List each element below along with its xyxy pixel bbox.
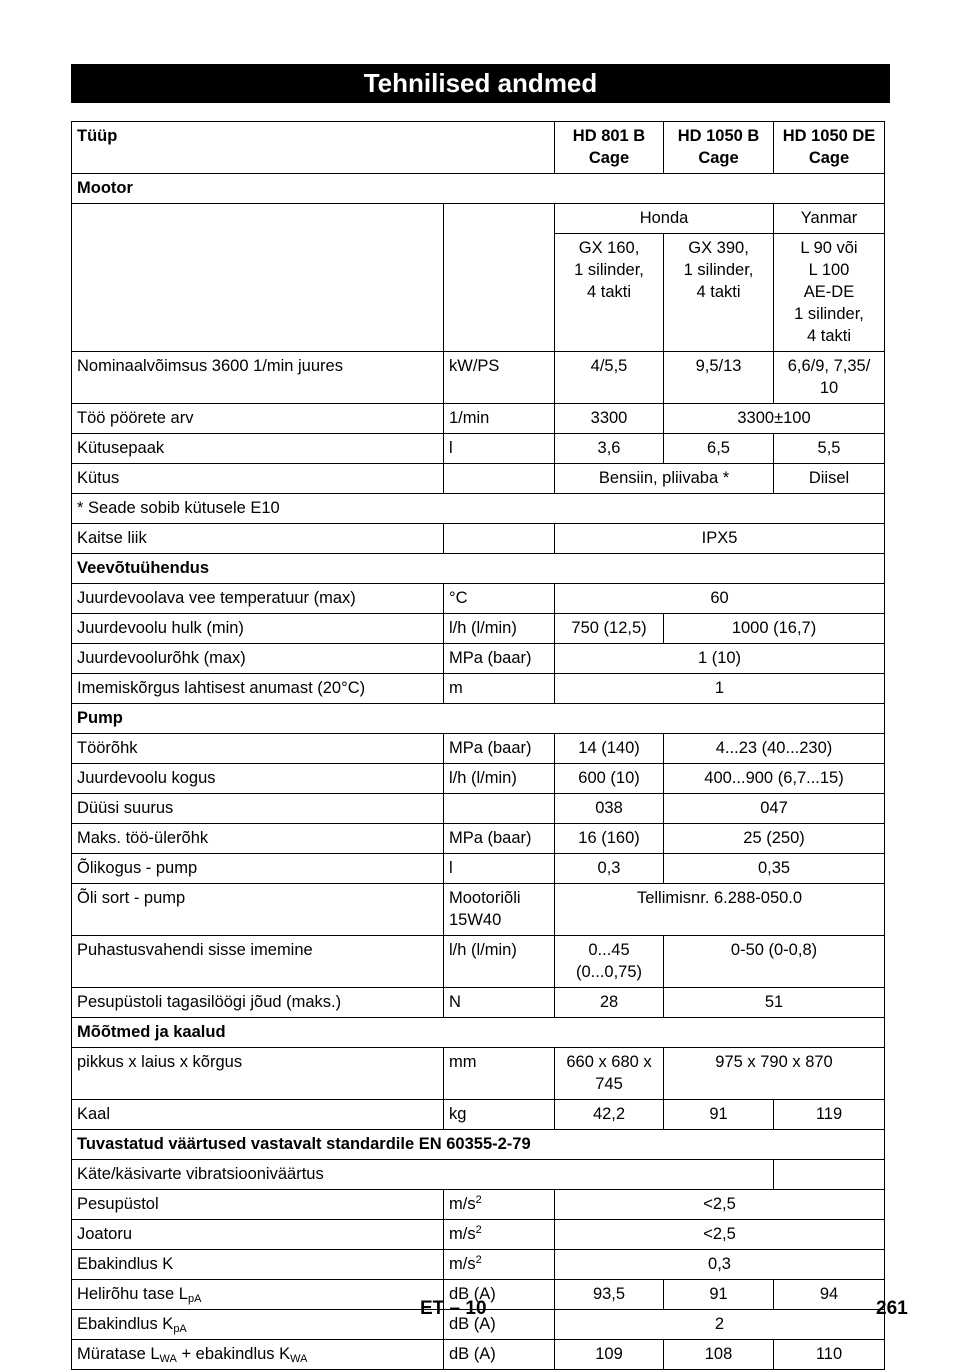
label-text: + ebakindlus K — [176, 1345, 291, 1363]
row-value: 25 (250) — [664, 824, 885, 854]
row-label: Juurdevoolu hulk (min) — [72, 614, 444, 644]
table-row — [72, 734, 885, 764]
row-label: Juurdevoolava vee temperatuur (max) — [72, 584, 444, 614]
table-row — [72, 824, 885, 854]
row-value: 91 — [664, 1280, 774, 1310]
row-unit: l/h (l/min) — [444, 936, 555, 988]
table-row — [72, 464, 885, 494]
row-unit: MPa (baar) — [444, 734, 555, 764]
row-value: 1 — [555, 674, 885, 704]
row-value: 600 (10) — [555, 764, 664, 794]
footer-page-number: 261 — [876, 1298, 908, 1319]
row-value: 0...45 (0...0,75) — [555, 936, 664, 988]
section-tuvastatud: Tuvastatud väärtused vastavalt standardile EN 60355-2-79 — [72, 1130, 885, 1160]
row-unit: °C — [444, 584, 555, 614]
row-unit: MPa (baar) — [444, 824, 555, 854]
row-label: Töörõhk — [72, 734, 444, 764]
technical-data-table — [71, 121, 885, 1370]
row-label — [72, 1280, 444, 1310]
row-unit: dB (A) — [444, 1340, 555, 1370]
row-label: Joatoru — [72, 1220, 444, 1250]
row-unit: dB (A) — [444, 1310, 555, 1340]
section-row — [72, 704, 885, 734]
row-unit: mm — [444, 1048, 555, 1100]
row-value: Diisel — [774, 464, 885, 494]
table-row — [72, 524, 885, 554]
table-row — [72, 1048, 885, 1100]
row-value: 110 — [774, 1340, 885, 1370]
footer-section-code: ET – 10 — [420, 1298, 487, 1319]
unit-superscript: 2 — [475, 1194, 482, 1206]
label-text: Ebakindlus K — [77, 1315, 174, 1333]
row-value: 0,3 — [555, 1250, 885, 1280]
row-unit: kg — [444, 1100, 555, 1130]
row-value: 14 (140) — [555, 734, 664, 764]
row-label — [72, 1310, 444, 1340]
row-unit: l/h (l/min) — [444, 614, 555, 644]
row-value: 4...23 (40...230) — [664, 734, 885, 764]
label-text: Helirõhu tase L — [77, 1285, 188, 1303]
engine-blank-unit — [444, 204, 555, 352]
row-unit: 1/min — [444, 404, 555, 434]
type-label: Tüüp — [72, 122, 555, 174]
row-value: 3300 — [555, 404, 664, 434]
row-value: 6,6/9, 7,35/ 10 — [774, 352, 885, 404]
row-value: 91 — [664, 1100, 774, 1130]
row-value: 047 — [664, 794, 885, 824]
row-label: Kütusepaak — [72, 434, 444, 464]
unit-text: m/s — [449, 1195, 476, 1213]
model-3-header: HD 1050 DE Cage — [774, 122, 885, 174]
section-row — [72, 1130, 885, 1160]
label-text: Müratase L — [77, 1345, 160, 1363]
model-1-header: HD 801 B Cage — [555, 122, 664, 174]
engine-blank-label — [72, 204, 444, 352]
row-value: <2,5 — [555, 1190, 885, 1220]
unit-text: m/s — [449, 1255, 476, 1273]
row-unit: m — [444, 674, 555, 704]
row-label: pikkus x laius x kõrgus — [72, 1048, 444, 1100]
row-unit — [444, 794, 555, 824]
table-row — [72, 1340, 885, 1370]
label-subscript: pA — [173, 1323, 187, 1335]
row-value: 5,5 — [774, 434, 885, 464]
table-row — [72, 204, 885, 234]
row-value: 750 (12,5) — [555, 614, 664, 644]
table-row — [72, 434, 885, 464]
row-value: 93,5 — [555, 1280, 664, 1310]
row-label: Ebakindlus K — [72, 1250, 444, 1280]
engine-yanmar: Yanmar — [774, 204, 885, 234]
row-unit: MPa (baar) — [444, 644, 555, 674]
table-row — [72, 584, 885, 614]
section-mootmed: Mõõtmed ja kaalud — [72, 1018, 885, 1048]
table-row — [72, 936, 885, 988]
row-value: 108 — [664, 1340, 774, 1370]
row-value: 4/5,5 — [555, 352, 664, 404]
row-value: 51 — [664, 988, 885, 1018]
row-value: 42,2 — [555, 1100, 664, 1130]
row-value: 9,5/13 — [664, 352, 774, 404]
row-label: Nominaalvõimsus 3600 1/min juures — [72, 352, 444, 404]
row-label: Kaal — [72, 1100, 444, 1130]
row-value: 1000 (16,7) — [664, 614, 885, 644]
row-value: IPX5 — [555, 524, 885, 554]
model-2-header: HD 1050 B Cage — [664, 122, 774, 174]
unit-superscript: 2 — [475, 1254, 482, 1266]
table-row — [72, 404, 885, 434]
table-row — [72, 1250, 885, 1280]
label-subscript: WA — [159, 1353, 177, 1365]
row-unit: l/h (l/min) — [444, 764, 555, 794]
row-value: 28 — [555, 988, 664, 1018]
engine-model-1: GX 160, 1 silinder, 4 takti — [555, 234, 664, 352]
row-unit: kW/PS — [444, 352, 555, 404]
row-value: <2,5 — [555, 1220, 885, 1250]
row-value: 2 — [555, 1310, 885, 1340]
table-row — [72, 644, 885, 674]
label-subscript: pA — [187, 1293, 202, 1305]
table-row — [72, 1160, 885, 1190]
row-label: Düüsi suurus — [72, 794, 444, 824]
table-row — [72, 854, 885, 884]
row-value: 119 — [774, 1100, 885, 1130]
row-unit — [444, 1220, 555, 1250]
row-label: Kaitse liik — [72, 524, 444, 554]
unit-text: m/s — [449, 1225, 476, 1243]
row-value: 975 x 790 x 870 — [664, 1048, 885, 1100]
table-row — [72, 1220, 885, 1250]
table-row — [72, 352, 885, 404]
row-unit: N — [444, 988, 555, 1018]
table-row — [72, 884, 885, 936]
row-value: 0,35 — [664, 854, 885, 884]
section-veevotuuhendus: Veevõtuühendus — [72, 554, 885, 584]
table-row — [72, 794, 885, 824]
row-label: Imemiskõrgus lahtisest anumast (20°C) — [72, 674, 444, 704]
row-value: 038 — [555, 794, 664, 824]
row-label: Puhastusvahendi sisse imemine — [72, 936, 444, 988]
table-row — [72, 614, 885, 644]
row-unit: Mootoriõli 15W40 — [444, 884, 555, 936]
section-row — [72, 174, 885, 204]
table-row — [72, 494, 885, 524]
table-row — [72, 1100, 885, 1130]
row-value: 660 x 680 x 745 — [555, 1048, 664, 1100]
row-label: Juurdevoolu kogus — [72, 764, 444, 794]
vibration-heading: Käte/käsivarte vibratsiooniväärtus — [72, 1160, 774, 1190]
row-unit — [444, 1190, 555, 1220]
section-row — [72, 1018, 885, 1048]
label-subscript: WA — [290, 1353, 308, 1365]
table-row — [72, 1190, 885, 1220]
page-title: Tehnilised andmed — [71, 64, 890, 103]
row-value: 3,6 — [555, 434, 664, 464]
row-unit: l — [444, 854, 555, 884]
table-row — [72, 674, 885, 704]
table-row — [72, 764, 885, 794]
footnote-e10: * Seade sobib kütusele E10 — [72, 494, 885, 524]
engine-model-3: L 90 või L 100 AE-DE 1 silinder, 4 takti — [774, 234, 885, 352]
row-unit — [444, 524, 555, 554]
engine-model-2: GX 390, 1 silinder, 4 takti — [664, 234, 774, 352]
row-label: Töö pöörete arv — [72, 404, 444, 434]
row-label: Maks. töö-ülerõhk — [72, 824, 444, 854]
row-label: Pesupüstoli tagasilöögi jõud (maks.) — [72, 988, 444, 1018]
row-value: 16 (160) — [555, 824, 664, 854]
row-value: Bensiin, pliivaba * — [555, 464, 774, 494]
row-label: Juurdevoolurõhk (max) — [72, 644, 444, 674]
row-unit — [444, 464, 555, 494]
row-label: Kütus — [72, 464, 444, 494]
row-value: 60 — [555, 584, 885, 614]
row-value: 3300±100 — [664, 404, 885, 434]
row-value: 0,3 — [555, 854, 664, 884]
row-value: 109 — [555, 1340, 664, 1370]
row-value: Tellimisnr. 6.288-050.0 — [555, 884, 885, 936]
row-unit: dB (A) — [444, 1280, 555, 1310]
row-unit: l — [444, 434, 555, 464]
row-value: 6,5 — [664, 434, 774, 464]
section-row — [72, 554, 885, 584]
row-value: 1 (10) — [555, 644, 885, 674]
row-label: Õli sort - pump — [72, 884, 444, 936]
engine-honda: Honda — [555, 204, 774, 234]
unit-superscript: 2 — [475, 1224, 482, 1236]
row-value: 400...900 (6,7...15) — [664, 764, 885, 794]
row-label: Õlikogus - pump — [72, 854, 444, 884]
table-header-row — [72, 122, 885, 174]
table-row — [72, 988, 885, 1018]
vibration-blank — [774, 1160, 885, 1190]
row-value: 0-50 (0-0,8) — [664, 936, 885, 988]
row-label: Pesupüstol — [72, 1190, 444, 1220]
row-value: 94 — [774, 1280, 885, 1310]
row-label — [72, 1340, 444, 1370]
row-unit — [444, 1250, 555, 1280]
section-pump: Pump — [72, 704, 885, 734]
section-mootor: Mootor — [72, 174, 885, 204]
